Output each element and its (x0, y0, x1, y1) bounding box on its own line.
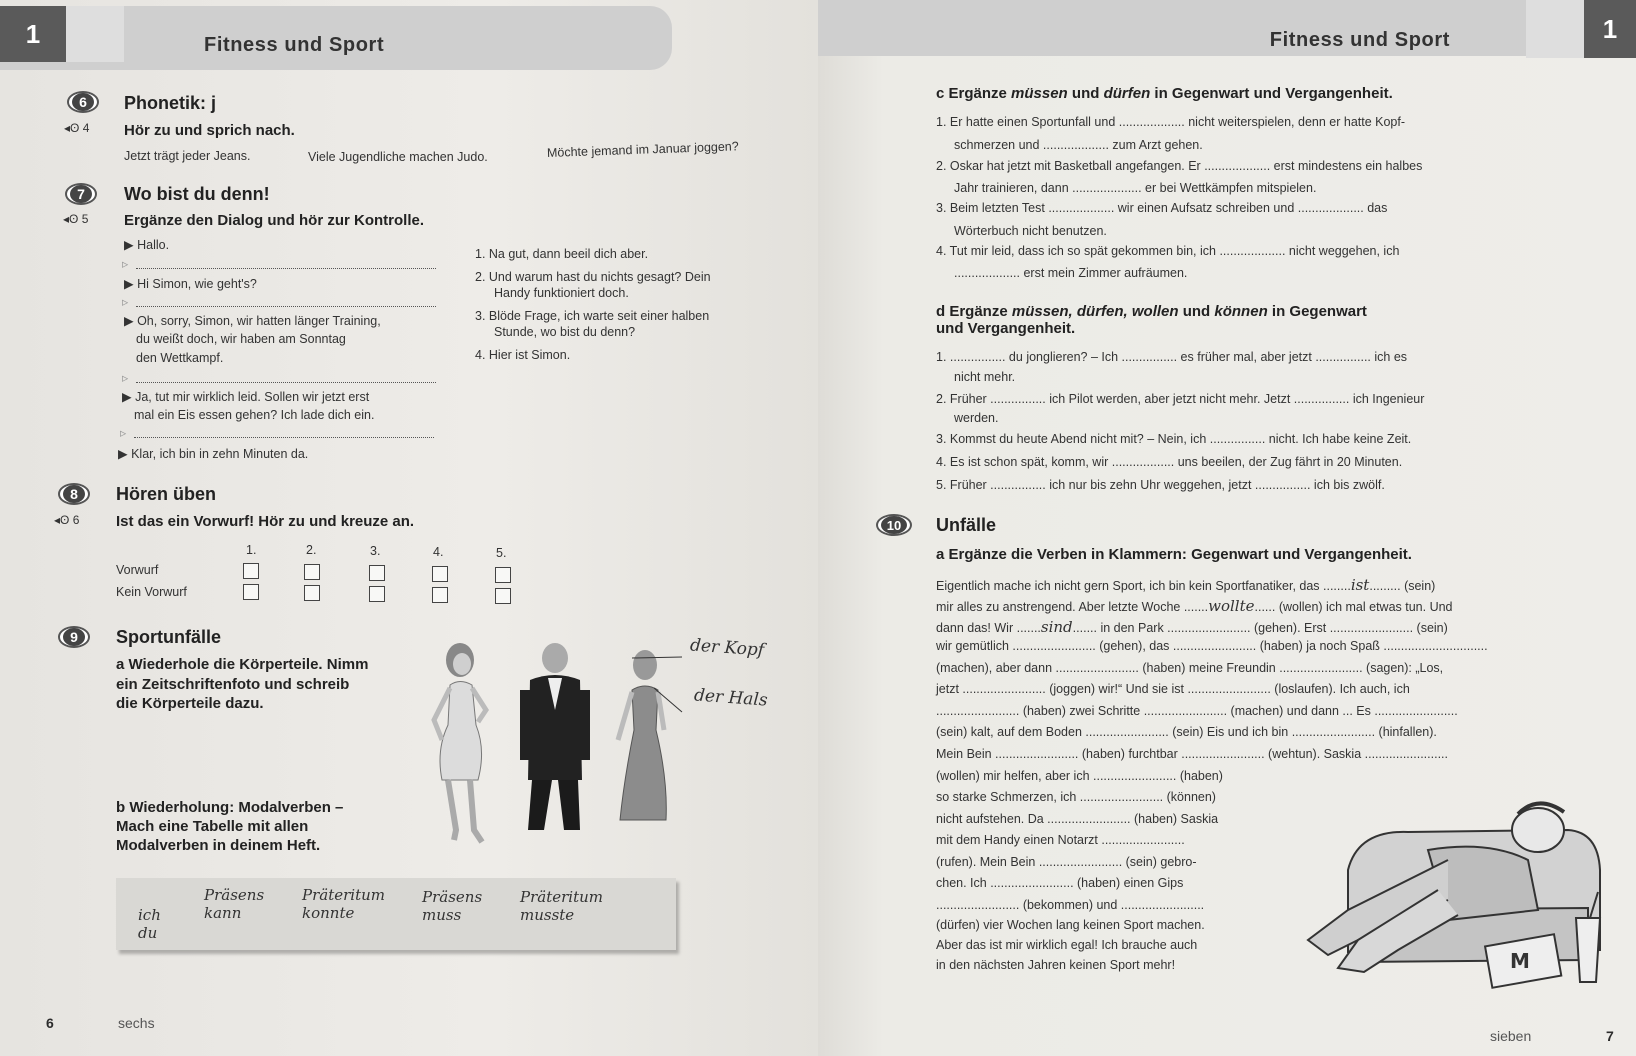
header-strip (1526, 0, 1584, 58)
table-cell: kann (204, 904, 242, 922)
checkbox[interactable] (304, 585, 320, 601)
table-cell: konnte (302, 904, 355, 922)
exercise-line: 3. Kommst du heute Abend nicht mit? – Nein, ich ................ nicht. Ich habe keine Zeit. (936, 432, 1412, 446)
table-cell: du (138, 924, 158, 942)
story-line: ........................ (bekommen) und ........................ (936, 898, 1205, 912)
exercise-8-badge: 8 (58, 483, 90, 505)
exercise-9-title: Sportunfälle (116, 627, 222, 647)
page-word: sieben (1490, 1028, 1532, 1044)
table-header: Präteritum (520, 888, 603, 906)
label-kopf: der Kopf (689, 635, 765, 661)
audio-track-icon[interactable]: ◂ʘ 4 (64, 121, 90, 135)
story-line: mir alles zu anstrengend. Aber letzte Woche .......wollte...... (wollen) ich mal etwas tun. Und (936, 597, 1453, 615)
dialog-option: 3. Blöde Frage, ich warte seit einer halben (475, 309, 710, 323)
dialog-line: ▶ Ja, tut mir wirklich leid. Sollen wir jetzt erst (122, 390, 370, 404)
story-line: Aber das ist mir wirklich egal! Ich brauche auch (936, 938, 1198, 952)
story-line: dann das! Wir .......sind....... in den Park ........................ (gehen). Erst ........................ (sein) (936, 618, 1448, 636)
exercise-line: 5. Früher ................ ich nur bis zehn Uhr weggehen, jetzt ................ ich bis zwölf. (936, 478, 1385, 492)
dialog-option: Stunde, wo bist du denn? (494, 325, 636, 339)
exercise-line: werden. (954, 411, 999, 425)
table-cell: muss (422, 906, 462, 924)
sentence: Viele Jugendliche machen Judo. (308, 150, 488, 164)
dialog-option: 1. Na gut, dann beeil dich aber. (475, 247, 649, 261)
story-line: (rufen). Mein Bein ........................ (sein) gebro- (936, 855, 1197, 869)
dialog-line: du weißt doch, wir haben am Sonntag (136, 332, 346, 346)
chapter-number: 1 (1584, 0, 1636, 58)
sentence: Jetzt trägt jeder Jeans. (124, 149, 251, 163)
exercise-6-badge: 6 (67, 91, 99, 113)
exercise-line: 2. Oskar hat jetzt mit Basketball angefangen. Er ................... erst mindestens ein halbes (936, 159, 1423, 173)
answer-arrow: ▹ (122, 257, 129, 271)
man-figure-icon (520, 643, 590, 830)
story-line: Eigentlich mache ich nicht gern Sport, ich bin kein Sportfanatiker, das ........ist......... (sein) (936, 576, 1436, 594)
checkbox[interactable] (243, 584, 259, 600)
exercise-10-task: a Ergänze die Verben in Klammern: Gegenwart und Vergangenheit. (936, 546, 1412, 563)
table-header: Präsens (204, 886, 265, 904)
exercise-7-title: Wo bist du denn! (124, 184, 270, 204)
checkbox[interactable] (369, 586, 385, 602)
dialog-option: 2. Und warum hast du nichts gesagt? Dein (475, 270, 711, 284)
header-band (818, 0, 1636, 56)
dialog-line: ▶ Hi Simon, wie geht's? (124, 277, 257, 291)
checkbox[interactable] (369, 565, 385, 581)
dialog-line: den Wettkampf. (136, 351, 224, 365)
exercise-10-badge: 10 (876, 514, 912, 536)
exercise-7-badge: 7 (65, 183, 97, 205)
column-label: 5. (496, 546, 507, 560)
table-cell: musste (520, 906, 575, 924)
checkbox[interactable] (432, 566, 448, 582)
woman-figure-icon (434, 643, 486, 842)
exercise-line: 4. Es ist schon spät, komm, wir .................. uns beeilen, der Zug fährt in 20 Minuten. (936, 455, 1403, 469)
exercise-7-task: Ergänze den Dialog und hör zur Kontrolle. (124, 212, 425, 229)
story-line: in den nächsten Jahren keinen Sport mehr! (936, 958, 1176, 972)
story-line: so starke Schmerzen, ich ........................ (können) (936, 790, 1216, 804)
answer-line[interactable] (136, 306, 436, 307)
page-number: 6 (46, 1015, 54, 1031)
exercise-9a-line: ein Zeitschriftenfoto und schreib (116, 676, 350, 693)
exercise-line: Wörterbuch nicht benutzen. (954, 224, 1107, 238)
exercise-9-badge: 9 (58, 626, 90, 648)
story-line: (dürfen) vier Wochen lang keinen Sport machen. (936, 918, 1205, 932)
exercise-9b-line: b Wiederholung: Modalverben – (116, 799, 344, 816)
table-header: Präteritum (302, 886, 385, 904)
story-line: chen. Ich ........................ (haben) einen Gips (936, 876, 1184, 890)
answer-arrow: ▹ (120, 426, 127, 440)
checkbox[interactable] (432, 587, 448, 603)
column-label: 4. (433, 545, 444, 559)
story-line: wir gemütlich ........................ (gehen), das ........................ (haben) ja noch Spaß .............................. (936, 639, 1488, 653)
exercise-c-title: c Ergänze müssen und dürfen in Gegenwart und Vergangenheit. (936, 85, 1393, 102)
page-number: 7 (1606, 1028, 1614, 1044)
header-strip (66, 6, 124, 62)
story-line: mit dem Handy einen Notarzt ........................ (936, 833, 1185, 847)
table-header: Präsens (422, 888, 483, 906)
exercise-9b-line: Modalverben in deinem Heft. (116, 837, 321, 854)
exercise-line: 2. Früher ................ ich Pilot werden, aber jetzt nicht mehr. Jetzt ................ ich Ingenieur (936, 392, 1425, 406)
exercise-9b-line: Mach eine Tabelle mit allen (116, 818, 309, 835)
story-line: (machen), aber dann ........................ (haben) meine Freundin ........................ (sagen): „Los, (936, 661, 1444, 675)
table-cell: ich (138, 906, 161, 924)
woman-in-gown-icon (618, 650, 666, 820)
dialog-option: 4. Hier ist Simon. (475, 348, 571, 362)
exercise-line: ................... erst mein Zimmer aufräumen. (954, 266, 1188, 280)
page-word: sechs (118, 1015, 155, 1031)
dialog-option: Handy funktioniert doch. (494, 286, 629, 300)
story-line: (sein) kalt, auf dem Boden ........................ (sein) Eis und ich bin ........................ (hinfallen). (936, 725, 1437, 739)
people-photos (420, 630, 710, 860)
page-title: Fitness und Sport (1269, 29, 1450, 51)
exercise-6-task: Hör zu und sprich nach. (124, 122, 295, 139)
right-page (818, 0, 1636, 1056)
exercise-d-title: d Ergänze müssen, dürfen, wollen und können in Gegenwart (936, 303, 1367, 320)
dialog-line: mal ein Eis essen gehen? Ich lade dich ein. (134, 408, 375, 422)
exercise-d-title-line2: und Vergangenheit. (936, 320, 1076, 337)
answer-line[interactable] (134, 437, 434, 438)
row-label: Vorwurf (116, 563, 159, 577)
exercise-line: 4. Tut mir leid, dass ich so spät gekommen bin, ich ................... nicht weggehen, ich (936, 244, 1400, 258)
exercise-6-title: Phonetik: j (124, 93, 217, 113)
exercise-line: 1. Er hatte einen Sportunfall und ................... nicht weiterspielen, denn er hatte Kopf- (936, 115, 1406, 129)
audio-track-icon[interactable]: ◂ʘ 6 (54, 513, 80, 527)
checkbox[interactable] (495, 588, 511, 604)
story-line: jetzt ........................ (joggen) wir!“ Und sie ist ........................ (loslaufen). Ich auch, ich (936, 682, 1410, 696)
story-line: (wollen) mir helfen, aber ich ........................ (haben) (936, 769, 1223, 783)
exercise-line: schmerzen und ................... zum Arzt gehen. (954, 138, 1203, 152)
answer-line[interactable] (136, 268, 436, 269)
story-line: nicht aufstehen. Da ........................ (haben) Saskia (936, 812, 1219, 826)
column-label: 2. (306, 543, 317, 557)
label-hals: der Hals (693, 685, 769, 711)
checkbox[interactable] (495, 567, 511, 583)
exercise-10-title: Unfälle (936, 515, 997, 535)
couch-cartoon (1288, 790, 1620, 990)
checkbox[interactable] (243, 563, 259, 579)
story-line: Mein Bein ........................ (haben) furchtbar ........................ (wehtun). Saskia ........................ (936, 747, 1448, 761)
exercise-line: 1. ................ du jonglieren? – Ich ................ es früher mal, aber jetzt ................ ich es (936, 350, 1408, 364)
exercise-line: nicht mehr. (954, 370, 1016, 384)
chapter-number: 1 (0, 6, 66, 62)
exercise-line: Jahr trainieren, dann .................... er bei Wettkämpfen mitspielen. (954, 181, 1317, 195)
column-label: 1. (246, 543, 257, 557)
answer-arrow: ▹ (122, 295, 129, 309)
checkbox[interactable] (304, 564, 320, 580)
svg-text:M: M (1510, 949, 1530, 973)
dialog-line: ▶ Oh, sorry, Simon, wir hatten länger Training, (124, 314, 381, 328)
exercise-8-title: Hören üben (116, 484, 217, 504)
modalverben-table-card (116, 878, 676, 950)
exercise-8-task: Ist das ein Vorwurf! Hör zu und kreuze an. (116, 513, 415, 530)
audio-track-icon[interactable]: ◂ʘ 5 (63, 212, 89, 226)
answer-line[interactable] (136, 382, 436, 383)
sentence: Möchte jemand im Januar joggen? (546, 139, 739, 160)
row-label: Kein Vorwurf (116, 585, 187, 599)
dialog-line: ▶ Klar, ich bin in zehn Minuten da. (118, 447, 309, 461)
exercise-9a-line: die Körperteile dazu. (116, 695, 264, 712)
dialog-line: ▶ Hallo. (124, 238, 170, 252)
answer-arrow: ▹ (122, 371, 129, 385)
exercise-9a-line: a Wiederhole die Körperteile. Nimm (116, 656, 369, 673)
exercise-line: 3. Beim letzten Test ................... wir einen Aufsatz schreiben und ................... das (936, 201, 1388, 215)
story-line: ........................ (haben) zwei Schritte ........................ (machen) und dann ... Es ........................ (936, 704, 1458, 718)
column-label: 3. (370, 544, 381, 558)
page-title: Fitness und Sport (204, 34, 385, 56)
